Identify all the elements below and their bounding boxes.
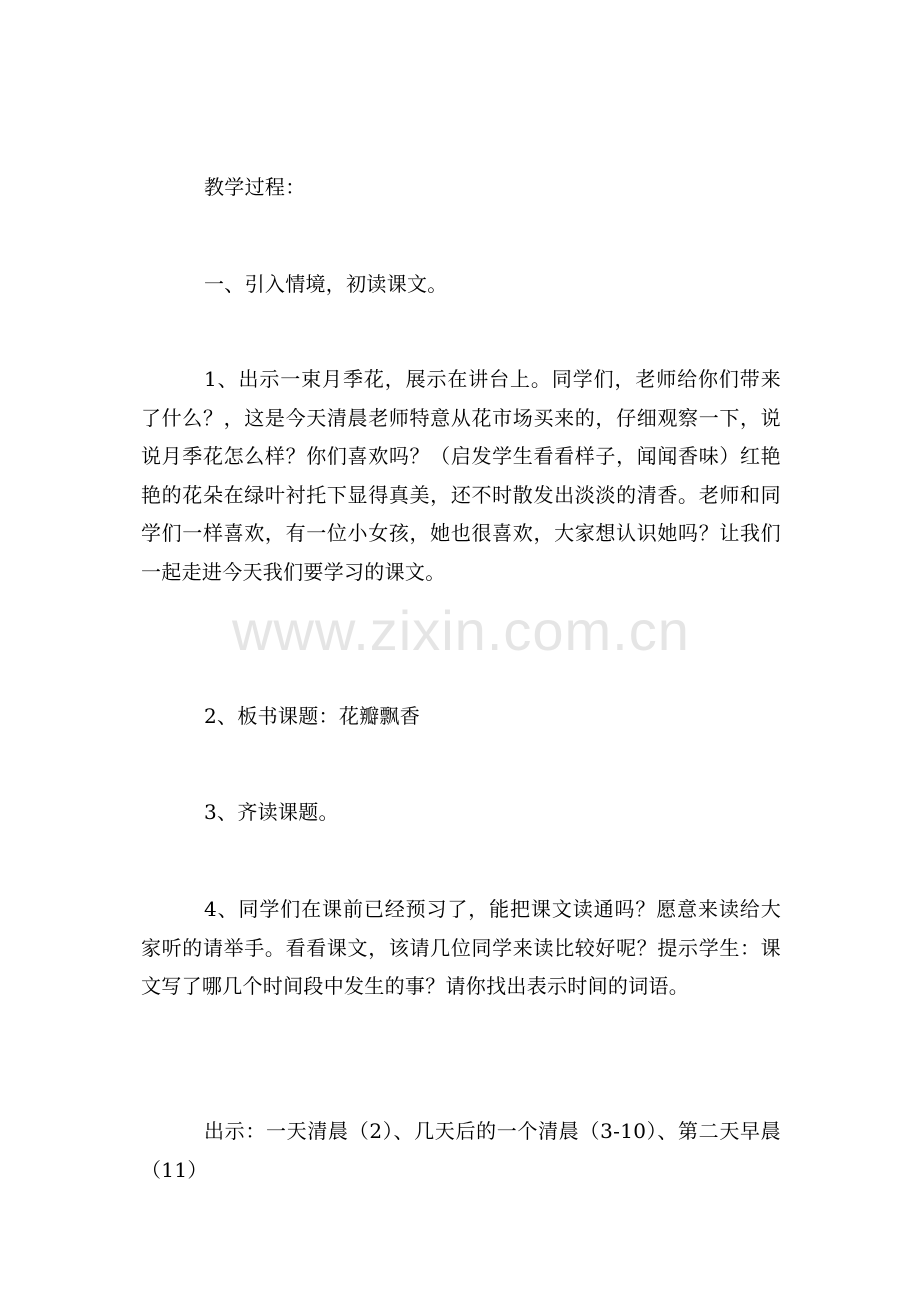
teaching-process-heading: 教学过程：: [204, 175, 306, 199]
paragraph-display: 出示：一天清晨（2）、几天后的一个清晨（3-10）、第二天早晨（11）: [141, 1119, 781, 1182]
paragraph-step-4: 4、同学们在课前已经预习了，能把课文读通吗？愿意来读给大家听的请举手。看看课文，该请几位同学来读比较好呢？提示学生：课文写了哪几个时间段中发生的事？请你找出表示时间的词语。: [141, 897, 781, 998]
paragraph-step-3: 3、齐读课题。: [204, 800, 339, 824]
paragraph-step-1: 1、出示一束月季花，展示在讲台上。同学们，老师给你们带来了什么？，这是今天清晨老师特意从花市场买来的，仔细观察一下，说说月季花怎么样？你们喜欢吗？（启发学生看看样子，闻闻香味）红艳艳的花朵在绿叶衬托下显得真美，还不时散发出淡淡的清香。老师和同学们一样喜欢，有一位小女孩，她也很喜欢，大家想认识她吗？让我们一起走进今天我们要学习的课文。: [141, 367, 781, 584]
paragraph-step-2: 2、板书课题：花瓣飘香: [204, 704, 421, 728]
section-heading-introduction: 一、引入情境，初读课文。: [204, 272, 448, 296]
watermark-text: www.zixin.com.cn: [232, 599, 690, 662]
